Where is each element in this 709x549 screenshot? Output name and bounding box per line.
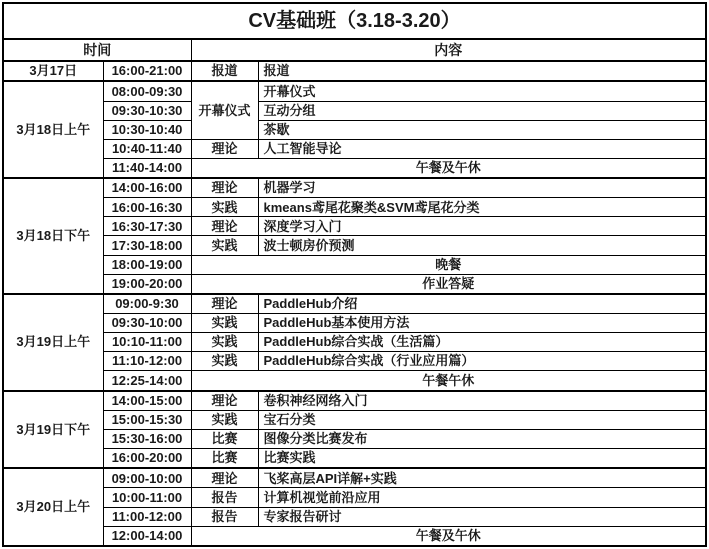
time-cell: 12:00-14:00: [103, 526, 191, 546]
category-cell: 实践: [191, 314, 258, 333]
table-row: [3, 468, 706, 488]
category-cell: 实践: [191, 352, 258, 371]
category-cell: 开幕仪式: [191, 81, 258, 139]
content-cell: kmeans鸢尾花聚类&SVM鸢尾花分类: [258, 198, 706, 217]
column-header-time: 时间: [3, 39, 191, 61]
content-cell: 卷积神经网络入门: [258, 391, 706, 411]
table-row: [3, 507, 706, 526]
schedule-table: [2, 2, 707, 547]
date-cell: 3月19日下午: [3, 391, 103, 469]
category-cell: 实践: [191, 198, 258, 217]
content-cell: 图像分类比赛发布: [258, 429, 706, 448]
content-cell: 深度学习入门: [258, 217, 706, 236]
merged-cell: 午餐及午休: [191, 526, 706, 546]
merged-cell: 晚餐: [191, 255, 706, 274]
content-cell: 报道: [258, 61, 706, 81]
content-cell: PaddleHub综合实战（生活篇）: [258, 333, 706, 352]
time-cell: 12:25-14:00: [103, 371, 191, 391]
content-cell: 飞桨高层API详解+实践: [258, 468, 706, 488]
category-cell: 比赛: [191, 429, 258, 448]
table-row: [3, 410, 706, 429]
date-cell: 3月19日上午: [3, 294, 103, 391]
table-row: [3, 139, 706, 158]
time-cell: 11:00-12:00: [103, 507, 191, 526]
time-cell: 09:00-10:00: [103, 468, 191, 488]
time-cell: 16:00-21:00: [103, 61, 191, 81]
category-cell: 理论: [191, 217, 258, 236]
time-cell: 18:00-19:00: [103, 255, 191, 274]
content-cell: PaddleHub综合实战（行业应用篇）: [258, 352, 706, 371]
content-cell: 互动分组: [258, 101, 706, 120]
category-cell: 实践: [191, 236, 258, 255]
table-row: [3, 391, 706, 411]
category-cell: 理论: [191, 178, 258, 198]
table-row: [3, 371, 706, 391]
date-cell: 3月18日上午: [3, 81, 103, 178]
table-row: [3, 120, 706, 139]
date-cell: 3月20日上午: [3, 468, 103, 546]
schedule-body: [3, 3, 706, 546]
date-cell: 3月17日: [3, 61, 103, 81]
time-cell: 10:10-11:00: [103, 333, 191, 352]
content-cell: 机器学习: [258, 178, 706, 198]
content-cell: 波士顿房价预测: [258, 236, 706, 255]
category-cell: 理论: [191, 139, 258, 158]
time-cell: 15:00-15:30: [103, 410, 191, 429]
column-header-content: 内容: [191, 39, 706, 61]
table-row: [3, 236, 706, 255]
time-cell: 15:30-16:00: [103, 429, 191, 448]
merged-cell: 午餐午休: [191, 371, 706, 391]
table-row: [3, 81, 706, 101]
date-cell: 3月18日下午: [3, 178, 103, 294]
content-cell: 人工智能导论: [258, 139, 706, 158]
time-cell: 09:30-10:00: [103, 314, 191, 333]
merged-cell: 午餐及午休: [191, 158, 706, 178]
time-cell: 14:00-15:00: [103, 391, 191, 411]
table-row: [3, 429, 706, 448]
category-cell: 实践: [191, 410, 258, 429]
table-row: [3, 314, 706, 333]
content-cell: 开幕仪式: [258, 81, 706, 101]
category-cell: 报告: [191, 488, 258, 507]
time-cell: 10:00-11:00: [103, 488, 191, 507]
merged-cell: 作业答疑: [191, 274, 706, 294]
category-cell: 实践: [191, 333, 258, 352]
table-row: [3, 526, 706, 546]
category-cell: 报告: [191, 507, 258, 526]
category-cell: 理论: [191, 468, 258, 488]
table-row: [3, 255, 706, 274]
table-row: [3, 61, 706, 81]
time-cell: 09:30-10:30: [103, 101, 191, 120]
time-cell: 17:30-18:00: [103, 236, 191, 255]
title-row: [3, 3, 706, 39]
table-row: [3, 294, 706, 314]
time-cell: 11:10-12:00: [103, 352, 191, 371]
time-cell: 16:30-17:30: [103, 217, 191, 236]
table-row: [3, 101, 706, 120]
time-cell: 09:00-9:30: [103, 294, 191, 314]
time-cell: 19:00-20:00: [103, 274, 191, 294]
table-row: [3, 178, 706, 198]
content-cell: PaddleHub基本使用方法: [258, 314, 706, 333]
time-cell: 10:30-10:40: [103, 120, 191, 139]
time-cell: 16:00-16:30: [103, 198, 191, 217]
time-cell: 11:40-14:00: [103, 158, 191, 178]
table-row: [3, 448, 706, 468]
time-cell: 08:00-09:30: [103, 81, 191, 101]
content-cell: 比赛实践: [258, 448, 706, 468]
table-row: [3, 198, 706, 217]
content-cell: 计算机视觉前沿应用: [258, 488, 706, 507]
content-cell: PaddleHub介绍: [258, 294, 706, 314]
table-row: [3, 488, 706, 507]
header-row: [3, 39, 706, 61]
content-cell: 宝石分类: [258, 410, 706, 429]
time-cell: 14:00-16:00: [103, 178, 191, 198]
table-row: [3, 274, 706, 294]
table-row: [3, 158, 706, 178]
content-cell: 茶歇: [258, 120, 706, 139]
table-row: [3, 217, 706, 236]
category-cell: 比赛: [191, 448, 258, 468]
category-cell: 理论: [191, 294, 258, 314]
time-cell: 16:00-20:00: [103, 448, 191, 468]
time-cell: 10:40-11:40: [103, 139, 191, 158]
table-row: [3, 352, 706, 371]
content-cell: 专家报告研讨: [258, 507, 706, 526]
category-cell: 报道: [191, 61, 258, 81]
category-cell: 理论: [191, 391, 258, 411]
page-title: CV基础班（3.18-3.20）: [3, 3, 706, 39]
table-row: [3, 333, 706, 352]
